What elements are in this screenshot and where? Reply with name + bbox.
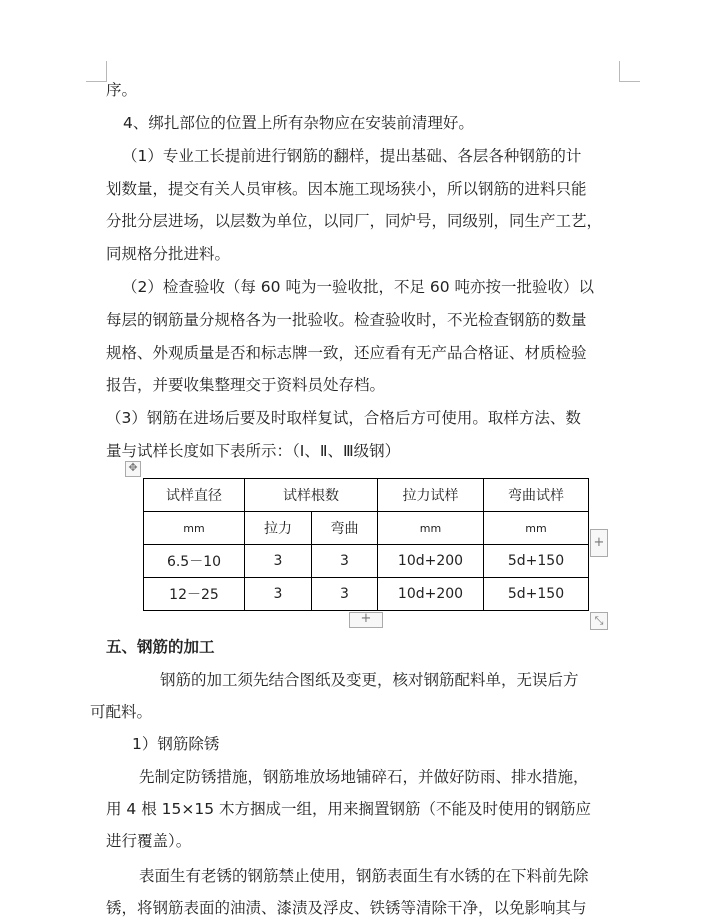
paragraph-line: （1）专业工长提前进行钢筋的翻样，提出基础、各层各种钢筋的计 [122,147,582,165]
table-row [144,578,589,611]
cell-diameter: 12－25 [144,578,245,611]
table-row [144,545,589,578]
cell-tensile-length: 10d+200 [378,545,484,578]
paragraph-line: 规格、外观质量是否和标志牌一致，还应看有无产品合格证、材质检验 [106,344,587,362]
paragraph-line: 报告，并要收集整理交于资料员处存档。 [106,376,386,394]
header-bend-length: 弯曲试样 [484,479,589,512]
paragraph-line: 用 4 根 15×15 木方捆成一组，用来搁置钢筋（不能及时使用的钢筋应 [106,800,592,818]
paragraph-line: 进行覆盖）。 [106,832,192,850]
paragraph-line: 4、绑扎部位的位置上所有杂物应在安装前清理好。 [123,114,474,132]
cell-tensile-count: 3 [245,578,312,611]
paragraph-line: 划数量，提交有关人员审核。因本施工现场狭小，所以钢筋的进料只能 [106,180,587,198]
paragraph-line: （3）钢筋在进场后要及时取样复试，合格后方可使用。取样方法、数 [106,409,581,427]
header-tensile-length: 拉力试样 [378,479,484,512]
unit-bend: mm [484,512,589,545]
cell-tensile-count: 3 [245,545,312,578]
paragraph-line: 同规格分批进料。 [106,245,231,263]
paragraph-line: （2）检查验收（每 60 吨为一验收批，不足 60 吨亦按一批验收）以 [122,278,595,296]
crop-mark-top-right [619,61,640,82]
table-move-handle-icon[interactable]: ✥ [125,461,141,477]
paragraph-line: 可配料。 [90,703,153,721]
paragraph-line: 分批分层进场，以层数为单位，以同厂，同炉号，同级别，同生产工艺， [106,212,603,230]
subheader-tensile: 拉力 [245,512,312,545]
paragraph-line: 每层的钢筋量分规格各为一批验收。检查验收时，不光检查钢筋的数量 [106,311,587,329]
add-column-button[interactable]: + [590,529,608,557]
paragraph-line: 锈，将钢筋表面的油渍、漆渍及浮皮、铁锈等清除干净，以免影响其与 [106,899,587,917]
table-resize-handle-icon[interactable]: ⤡ [590,612,608,630]
cell-tensile-length: 10d+200 [378,578,484,611]
cell-bend-length: 5d+150 [484,578,589,611]
unit-tensile: mm [378,512,484,545]
cell-diameter: 6.5－10 [144,545,245,578]
paragraph-line: 钢筋的加工须先结合图纸及变更，核对钢筋配料单，无误后方 [160,671,579,689]
sampling-table [143,478,589,611]
header-count: 试样根数 [245,479,378,512]
subheader-bend: 弯曲 [312,512,378,545]
add-row-button[interactable]: + [349,612,383,628]
header-diameter: 试样直径 [144,479,245,512]
paragraph-line: 表面生有老锈的钢筋禁止使用，钢筋表面生有水锈的在下料前先除 [139,867,589,885]
paragraph-line: 序。 [106,81,138,99]
section-heading: 五、钢筋的加工 [106,638,215,656]
cell-bend-count: 3 [312,545,378,578]
unit-diameter: mm [144,512,245,545]
crop-mark-top-left [86,61,107,82]
subheading: 1）钢筋除锈 [132,735,220,753]
cell-bend-count: 3 [312,578,378,611]
cell-bend-length: 5d+150 [484,545,589,578]
paragraph-line: 量与试样长度如下表所示：（Ⅰ、Ⅱ、Ⅲ级钢） [106,442,401,460]
paragraph-line: 先制定防锈措施，钢筋堆放场地铺碎石，并做好防雨、排水措施， [139,768,589,786]
